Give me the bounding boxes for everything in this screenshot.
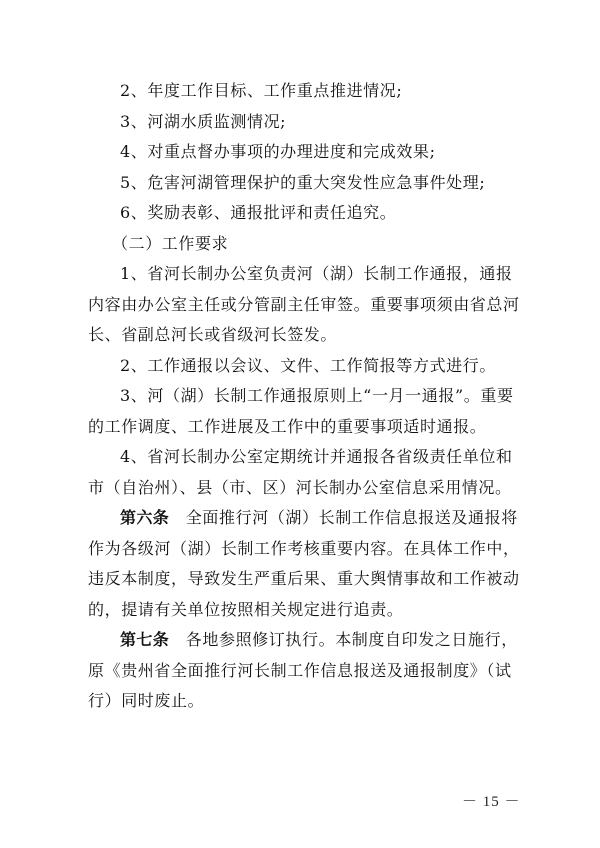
requirement-line: 市（自治州）、县（市、区）河长制办公室信息采用情况。	[88, 477, 512, 497]
list-item: 4、对重点督办事项的办理进度和完成效果;	[120, 142, 436, 161]
article-6-line: 违反本制度，导致发生严重后果、重大舆情事故和工作被动	[88, 569, 520, 588]
article-6-title: 第六条	[120, 508, 170, 527]
requirement-line: 1、省河长制办公室负责河（湖）长制工作通报，通报	[120, 264, 513, 283]
article-6-line: 的，提请有关单位按照相关规定进行追责。	[88, 599, 404, 619]
article-7-line: 行）同时废止。	[88, 691, 205, 710]
document-body	[88, 76, 520, 717]
article-7-title: 第七条	[120, 630, 170, 649]
list-item: 5、危害河湖管理保护的重大突发性应急事件处理;	[120, 172, 486, 192]
requirement-line: 内容由办公室主任或分管副主任审签。重要事项须由省总河	[88, 294, 520, 314]
article-6-line: 作为各级河（湖）长制工作考核重要内容。在具体工作中，	[88, 538, 520, 558]
requirement-line: 2、工作通报以会议、文件、工作简报等方式进行。	[120, 355, 496, 375]
article-7-line: 原《贵州省全面推行河长制工作信息报送及通报制度》（试	[88, 660, 512, 680]
article-6-first-line	[88, 503, 518, 534]
list-item: 6、奖励表彰、通报批评和责任追究。	[120, 203, 397, 222]
article-7-text: 各地参照修订执行。本制度自印发之日施行，	[169, 630, 518, 649]
requirement-line: 4、省河长制办公室定期统计并通报各省级责任单位和	[120, 447, 513, 466]
requirement-line: 长、省副总河长或省级河长签发。	[88, 325, 338, 344]
list-item: 3、河湖水质监测情况;	[120, 111, 287, 131]
requirement-line: 3、河（湖）长制工作通报原则上“一月一通报”。重要	[120, 386, 514, 405]
section-heading: （二）工作要求	[112, 233, 229, 253]
page-number: － 15 －	[462, 794, 521, 810]
article-6-text: 全面推行河（湖）长制工作信息报送及通报将	[169, 508, 518, 527]
article-7-first-line	[88, 625, 518, 656]
requirement-line: 的工作调度、工作进展及工作中的重要事项适时通报。	[88, 416, 487, 436]
list-item: 2、年度工作目标、工作重点推进情况;	[120, 81, 403, 100]
